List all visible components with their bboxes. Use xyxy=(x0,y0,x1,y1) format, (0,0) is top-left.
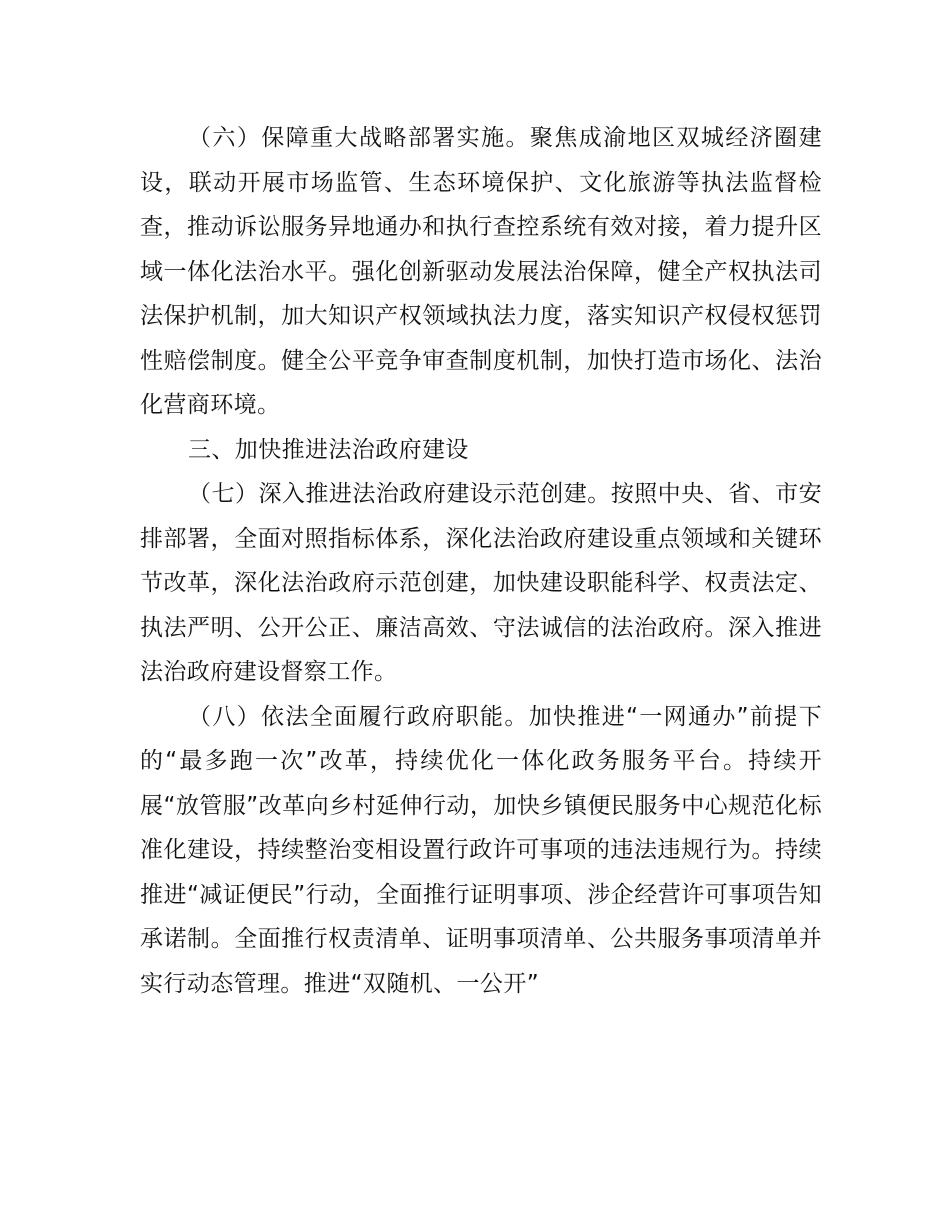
paragraph-six: （六）保障重大战略部署实施。聚焦成渝地区双城经济圈建设，联动开展市场监管、生态环境保护、文化旅游等执法监督检查，推动诉讼服务异地通办和执行查控系统有效对接，着力提升区域一体化法治水平。强化创新驱动发展法治保障，健全产权执法司法保护机制，加大知识产权领域执法力度，落实知识产权侵权惩罚性赔偿制度。健全公平竞争审查制度机制，加快打造市场化、法治化营商环境。 xyxy=(140,125,822,418)
document-body xyxy=(140,116,822,1006)
section-heading-three: 三、加快推进法治政府建设 xyxy=(188,436,469,463)
paragraph-seven: （七）深入推进法治政府建设示范创建。按照中央、省、市安排部署，全面对照指标体系，深化法治政府建设重点领域和关键环节改革，深化法治政府示范创建，加快建设职能科学、权责法定、执法严明、公开公正、廉洁高效、守法诚信的法治政府。深入推进法治政府建设督察工作。 xyxy=(140,481,822,685)
paragraph-eight: （八）依法全面履行政府职能。加快推进“一网通办”前提下的“最多跑一次”改革，持续优化一体化政务服务平台。持续开展“放管服”改革向乡村延伸行动，加快乡镇便民服务中心规范化标准化建设，持续整治变相设置行政许可事项的违法违规行为。持续推进“减证便民”行动，全面推行证明事项、涉企经营许可事项告知承诺制。全面推行权责清单、证明事项清单、公共服务事项清单并实行动态管理。推进“双随机、一公开” xyxy=(140,703,822,997)
